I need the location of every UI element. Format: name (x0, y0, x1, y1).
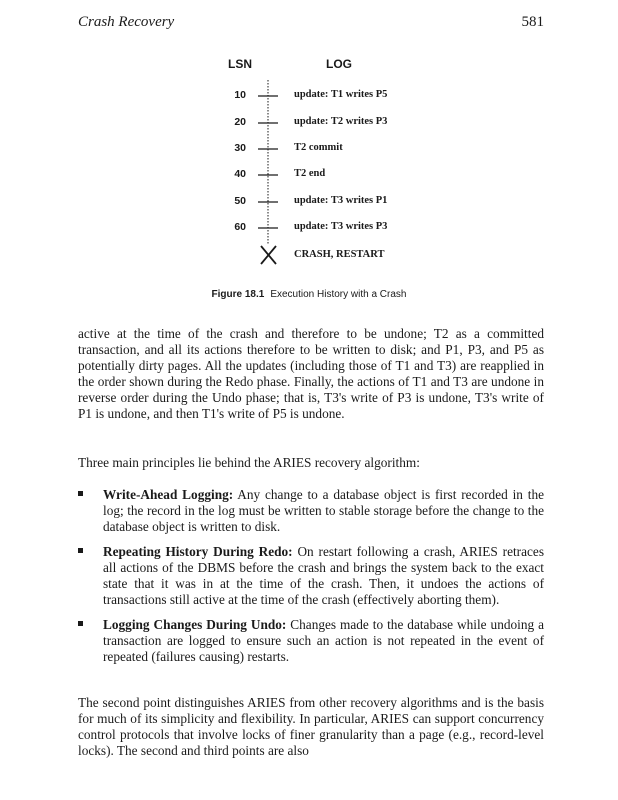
paragraph-principles-intro: Three main principles lie behind the ARIES recovery algorithm: (78, 455, 420, 470)
list-item (78, 544, 544, 608)
principle-text: Any change to a database object is first recorded in the log; the record in the log must be written to stable storage before the change to the database object is written to disk. (103, 487, 545, 534)
principles-list (78, 487, 544, 674)
bullet-icon (78, 621, 83, 626)
log-column-header: LOG (326, 57, 352, 71)
log-record: T2 commit (294, 142, 343, 153)
lsn-value: 60 (234, 221, 246, 233)
principle-text: Changes made to the database while undoing a transaction are logged to ensure such an action is not repeated in the event of repeated (failures causing) restarts. (103, 617, 544, 664)
log-record: T2 end (294, 168, 326, 179)
log-record: update: T1 writes P5 (294, 89, 388, 100)
list-item (78, 617, 544, 665)
principle-term: Write-Ahead Logging: (103, 487, 234, 502)
figure-caption-text: Execution History with a Crash (270, 289, 407, 300)
paragraph-aries-advantages: The second point distinguishes ARIES from other recovery algorithms and is the basis for much of its simplicity and flexibility. In particular, ARIES can support concurrency control protocols that involve locks of finer granularity than a page (e.g., record-level locks). The second and third points are also (78, 695, 544, 758)
log-record: update: T3 writes P3 (294, 221, 388, 232)
lsn-value: 20 (234, 116, 246, 128)
log-record: update: T3 writes P1 (294, 195, 388, 206)
bullet-icon (78, 548, 83, 553)
lsn-value: 50 (234, 195, 246, 207)
principle-term: Logging Changes During Undo: (103, 617, 287, 632)
lsn-value: 40 (234, 168, 246, 180)
crash-restart-label: CRASH, RESTART (294, 249, 385, 260)
crash-x-icon (261, 246, 276, 264)
figure-caption (0, 289, 618, 300)
page-number: 581 (521, 14, 544, 30)
bullet-icon (78, 491, 83, 496)
paragraph-crash-analysis: active at the time of the crash and therefore to be undone; T2 as a committed transaction, and all its actions therefore to be written to disk; and P1, P3, and P5 as potentially dirty pages. All the updates (including those of T1 and T3) are reapplied in the order shown during the Redo phase. Finally, the actions of T1 and T3 are undone in reverse order during the Undo phase; that is, T3's write of P3 is undone, T3's write of P1 is undone, and then T1's write of P5 is undone. (78, 326, 544, 421)
list-item (78, 487, 544, 535)
log-record: update: T2 writes P3 (294, 116, 388, 127)
lsn-value: 30 (234, 142, 246, 154)
figure-number: Figure 18.1 (211, 289, 265, 300)
figure-execution-history (0, 52, 618, 312)
lsn-column-header: LSN (228, 57, 252, 71)
lsn-value: 10 (234, 89, 246, 101)
running-head (78, 14, 544, 40)
principle-term: Repeating History During Redo: (103, 544, 293, 559)
principle-text: On restart following a crash, ARIES retraces all actions of the DBMS before the crash and brings the system back to the exact state that it was in at the time of the crash. Then, it undoes the actions of transactions still active at the time of the crash (effectively aborting them). (103, 544, 544, 607)
running-head-title: Crash Recovery (78, 14, 175, 30)
